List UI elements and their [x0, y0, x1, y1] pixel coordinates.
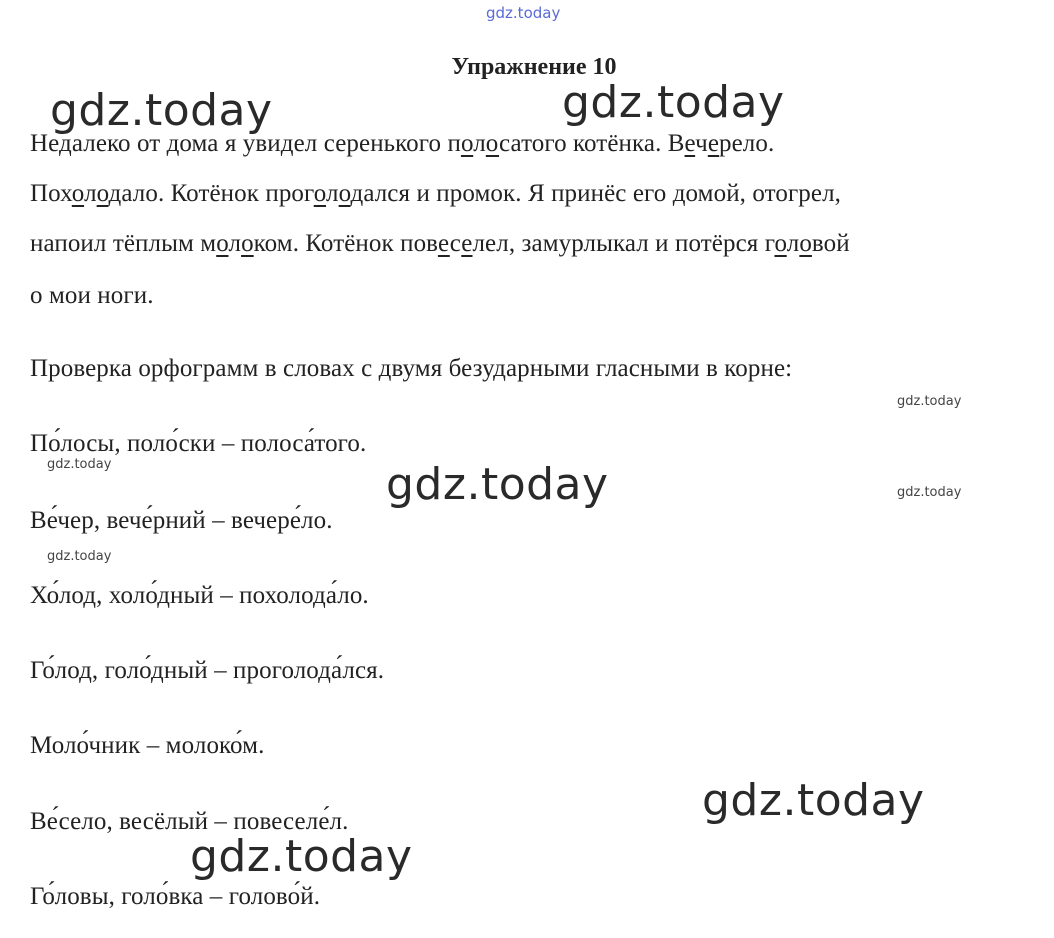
underlined-vowel: о	[774, 230, 787, 257]
check-item-2: Ве́чер, вече́рний – вечере́ло.	[30, 507, 333, 534]
underlined-vowel: о	[71, 180, 85, 207]
text-part: дало. Котёнок прог	[108, 180, 314, 207]
text-part: л	[84, 180, 97, 207]
text-line-3	[30, 229, 850, 259]
text-part: Недалеко от дома я увидел серенького п	[30, 130, 461, 157]
text-part: ч	[695, 130, 708, 157]
underlined-vowel: е	[437, 230, 450, 257]
page-title: Упражнение 10	[451, 54, 617, 80]
text-part: дался и промок. Я принёс его домой, отогрел,	[350, 180, 842, 207]
watermark-large-3: gdz.today	[386, 459, 609, 510]
watermark-small-4: gdz.today	[47, 549, 112, 564]
text-part: л	[228, 230, 242, 257]
underlined-vowel: е	[684, 130, 696, 157]
underlined-vowel: о	[338, 180, 351, 207]
text-part: напоил тёплым м	[30, 230, 217, 257]
text-line-1	[30, 129, 774, 159]
text-line-2	[30, 179, 841, 209]
underlined-vowel: о	[799, 230, 812, 257]
text-part: вой	[811, 230, 850, 257]
text-part: ком. Котёнок пов	[253, 230, 438, 257]
text-line-4: о мои ноги.	[30, 282, 154, 309]
underlined-vowel: е	[461, 230, 473, 257]
check-item-1: По́лосы, поло́ски – полоса́того.	[30, 430, 367, 457]
watermark-large-1: gdz.today	[50, 85, 273, 136]
check-heading: Проверка орфограмм в словах с двумя безударными гласными в корне:	[30, 355, 793, 382]
text-part: лел, замурлыкал и потёрся г	[472, 230, 775, 257]
text-part: л	[786, 230, 800, 257]
check-item-7: Го́ловы, голо́вка – голово́й.	[30, 883, 321, 910]
underlined-vowel: о	[460, 130, 474, 157]
watermark-large-5: gdz.today	[190, 831, 413, 882]
text-part: рело.	[719, 130, 775, 157]
underlined-vowel: о	[96, 180, 109, 207]
text-part: л	[473, 130, 486, 157]
check-item-5: Моло́чник – молоко́м.	[30, 732, 265, 759]
watermark-small-2: gdz.today	[47, 457, 112, 472]
underlined-vowel: о	[313, 180, 327, 207]
underlined-vowel: о	[216, 230, 229, 257]
watermark-small-3: gdz.today	[897, 485, 962, 500]
check-item-6: Ве́село, весёлый – повеселе́л.	[30, 808, 349, 835]
watermark-large-2: gdz.today	[562, 77, 785, 128]
check-item-3: Хо́лод, холо́дный – похолода́ло.	[30, 582, 369, 609]
text-part: Пох	[30, 180, 72, 207]
underlined-vowel: о	[485, 130, 500, 157]
text-part: л	[326, 180, 339, 207]
watermark-top: gdz.today	[486, 4, 561, 22]
underlined-vowel: е	[707, 130, 720, 157]
watermark-large-4: gdz.today	[702, 775, 925, 826]
text-part: с	[449, 230, 462, 257]
watermark-small-1: gdz.today	[897, 394, 962, 409]
underlined-vowel: о	[241, 230, 254, 257]
text-part: сатого котёнка. В	[499, 130, 685, 157]
check-item-4: Го́лод, голо́дный – проголода́лся.	[30, 657, 385, 684]
